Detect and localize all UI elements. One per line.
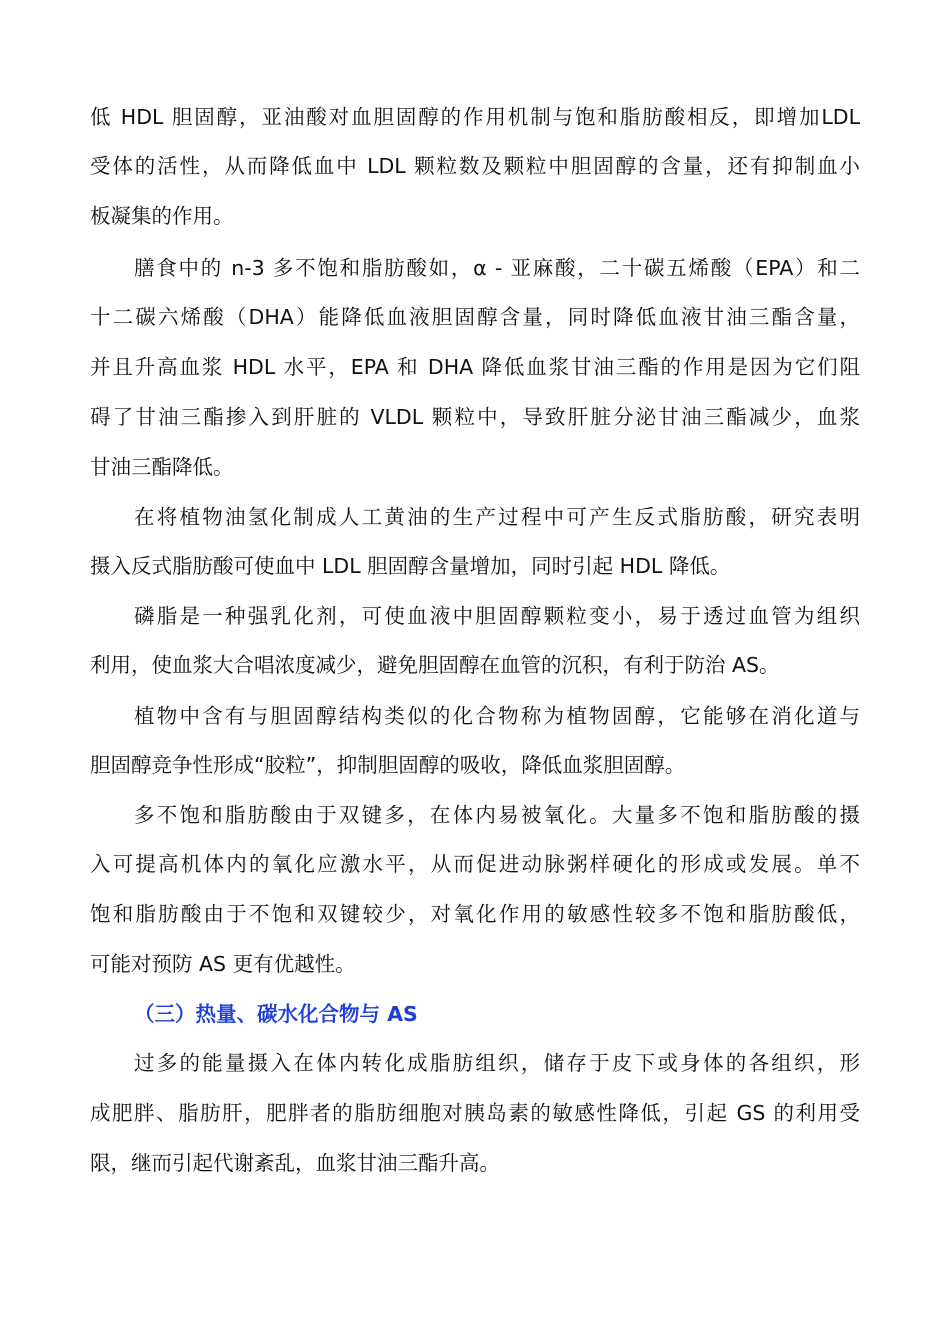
paragraph-line: 甘油三酯降低。 [90,455,234,479]
paragraph-line: 利用，使血浆大合唱浓度减少，避免胆固醇在血管的沉积，有利于防治 AS。 [90,653,780,677]
paragraph-line: 在将植物油氢化制成人工黄油的生产过程中可产生反式脂肪酸，研究表明 [134,505,860,529]
paragraph-line: 膳食中的 n-3 多不饱和脂肪酸如，α - 亚麻酸，二十碳五烯酸（EPA）和二 [134,256,860,280]
paragraph-line: 多不饱和脂肪酸由于双键多，在体内易被氧化。大量多不饱和脂肪酸的摄 [134,803,860,827]
paragraph-line: 入可提高机体内的氧化应激水平，从而促进动脉粥样硬化的形成或发展。单不 [90,852,860,876]
paragraph-line: 饱和脂肪酸由于不饱和双键较少，对氧化作用的敏感性较多不饱和脂肪酸低， [90,902,860,926]
paragraph-line: 并且升高血浆 HDL 水平，EPA 和 DHA 降低血浆甘油三酯的作用是因为它们阻 [90,355,860,379]
paragraph-line: 限，继而引起代谢紊乱，血浆甘油三酯升高。 [90,1151,500,1175]
paragraph-line: 过多的能量摄入在体内转化成脂肪组织，储存于皮下或身体的各组织，形 [134,1051,860,1075]
paragraph-line: 十二碳六烯酸（DHA）能降低血液胆固醇含量，同时降低血液甘油三酯含量， [90,305,860,329]
paragraph-line: 植物中含有与胆固醇结构类似的化合物称为植物固醇，它能够在消化道与 [134,704,860,728]
paragraph-line: 碍了甘油三酯掺入到肝脏的 VLDL 颗粒中，导致肝脏分泌甘油三酯减少，血浆 [90,405,860,429]
paragraph-line: 低 HDL 胆固醇，亚油酸对血胆固醇的作用机制与饱和脂肪酸相反，即增加LDL [90,105,860,129]
paragraph-line: 板凝集的作用。 [90,204,234,228]
paragraph-line: 受体的活性，从而降低血中 LDL 颗粒数及颗粒中胆固醇的含量，还有抑制血小 [90,154,860,178]
paragraph-line: 胆固醇竞争性形成“胶粒”，抑制胆固醇的吸收，降低血浆胆固醇。 [90,753,686,777]
paragraph-line: 摄入反式脂肪酸可使血中 LDL 胆固醇含量增加，同时引起 HDL 降低。 [90,554,731,578]
paragraph-line: 成肥胖、脂肪肝，肥胖者的脂肪细胞对胰岛素的敏感性降低，引起 GS 的利用受 [90,1101,860,1125]
paragraph-line: 磷脂是一种强乳化剂，可使血液中胆固醇颗粒变小，易于透过血管为组织 [134,604,860,628]
paragraph-line: 可能对预防 AS 更有优越性。 [90,952,356,976]
section-heading: （三）热量、碳水化合物与 AS [134,1002,418,1026]
